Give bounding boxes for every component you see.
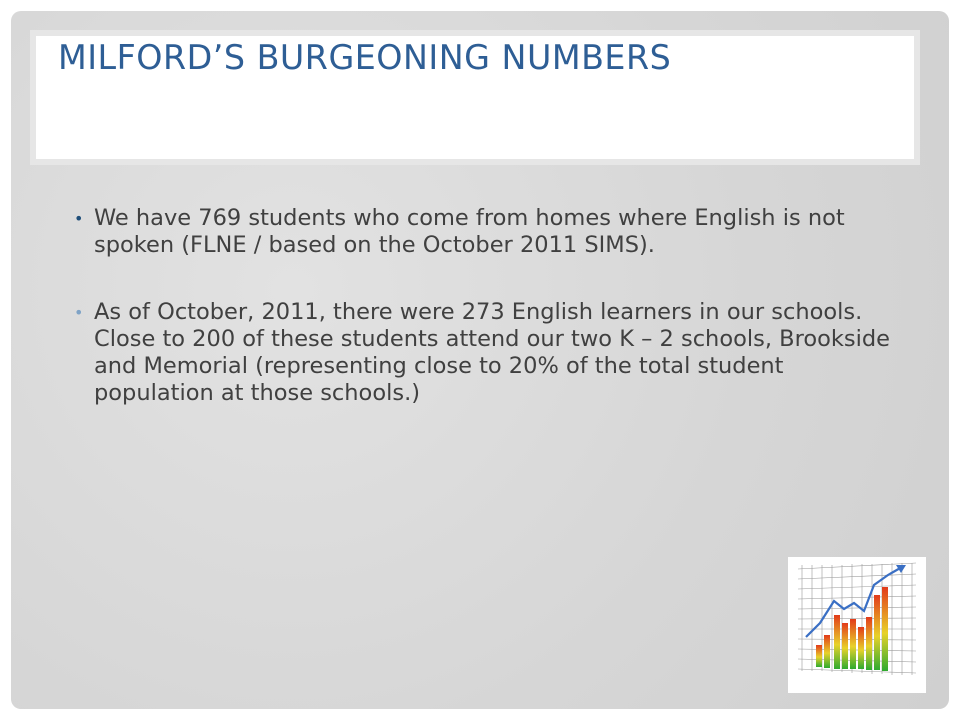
bullet-text: As of October, 2011, there were 273 English learners in our schools. Close to 200 of these students attend our two K – 2 schools, Brookside and Memorial (representing close to 20% of the total student population at those schools.) [94, 299, 890, 406]
bullet-list [74, 205, 900, 447]
bullet-dot: • [74, 303, 84, 322]
growth-bar-chart-icon [788, 557, 926, 693]
bullet-dot: • [74, 209, 84, 228]
growth-chart-clipart [788, 557, 926, 693]
bullet-item-flne [74, 205, 900, 259]
chart-grid [798, 563, 916, 675]
bullet-item-english-learners [74, 299, 900, 407]
bullet-text: We have 769 students who come from homes where English is not spoken (FLNE / based on the October 2011 SIMS). [94, 205, 845, 258]
slide-title: MILFORD’S BURGEONING NUMBERS [58, 38, 672, 78]
